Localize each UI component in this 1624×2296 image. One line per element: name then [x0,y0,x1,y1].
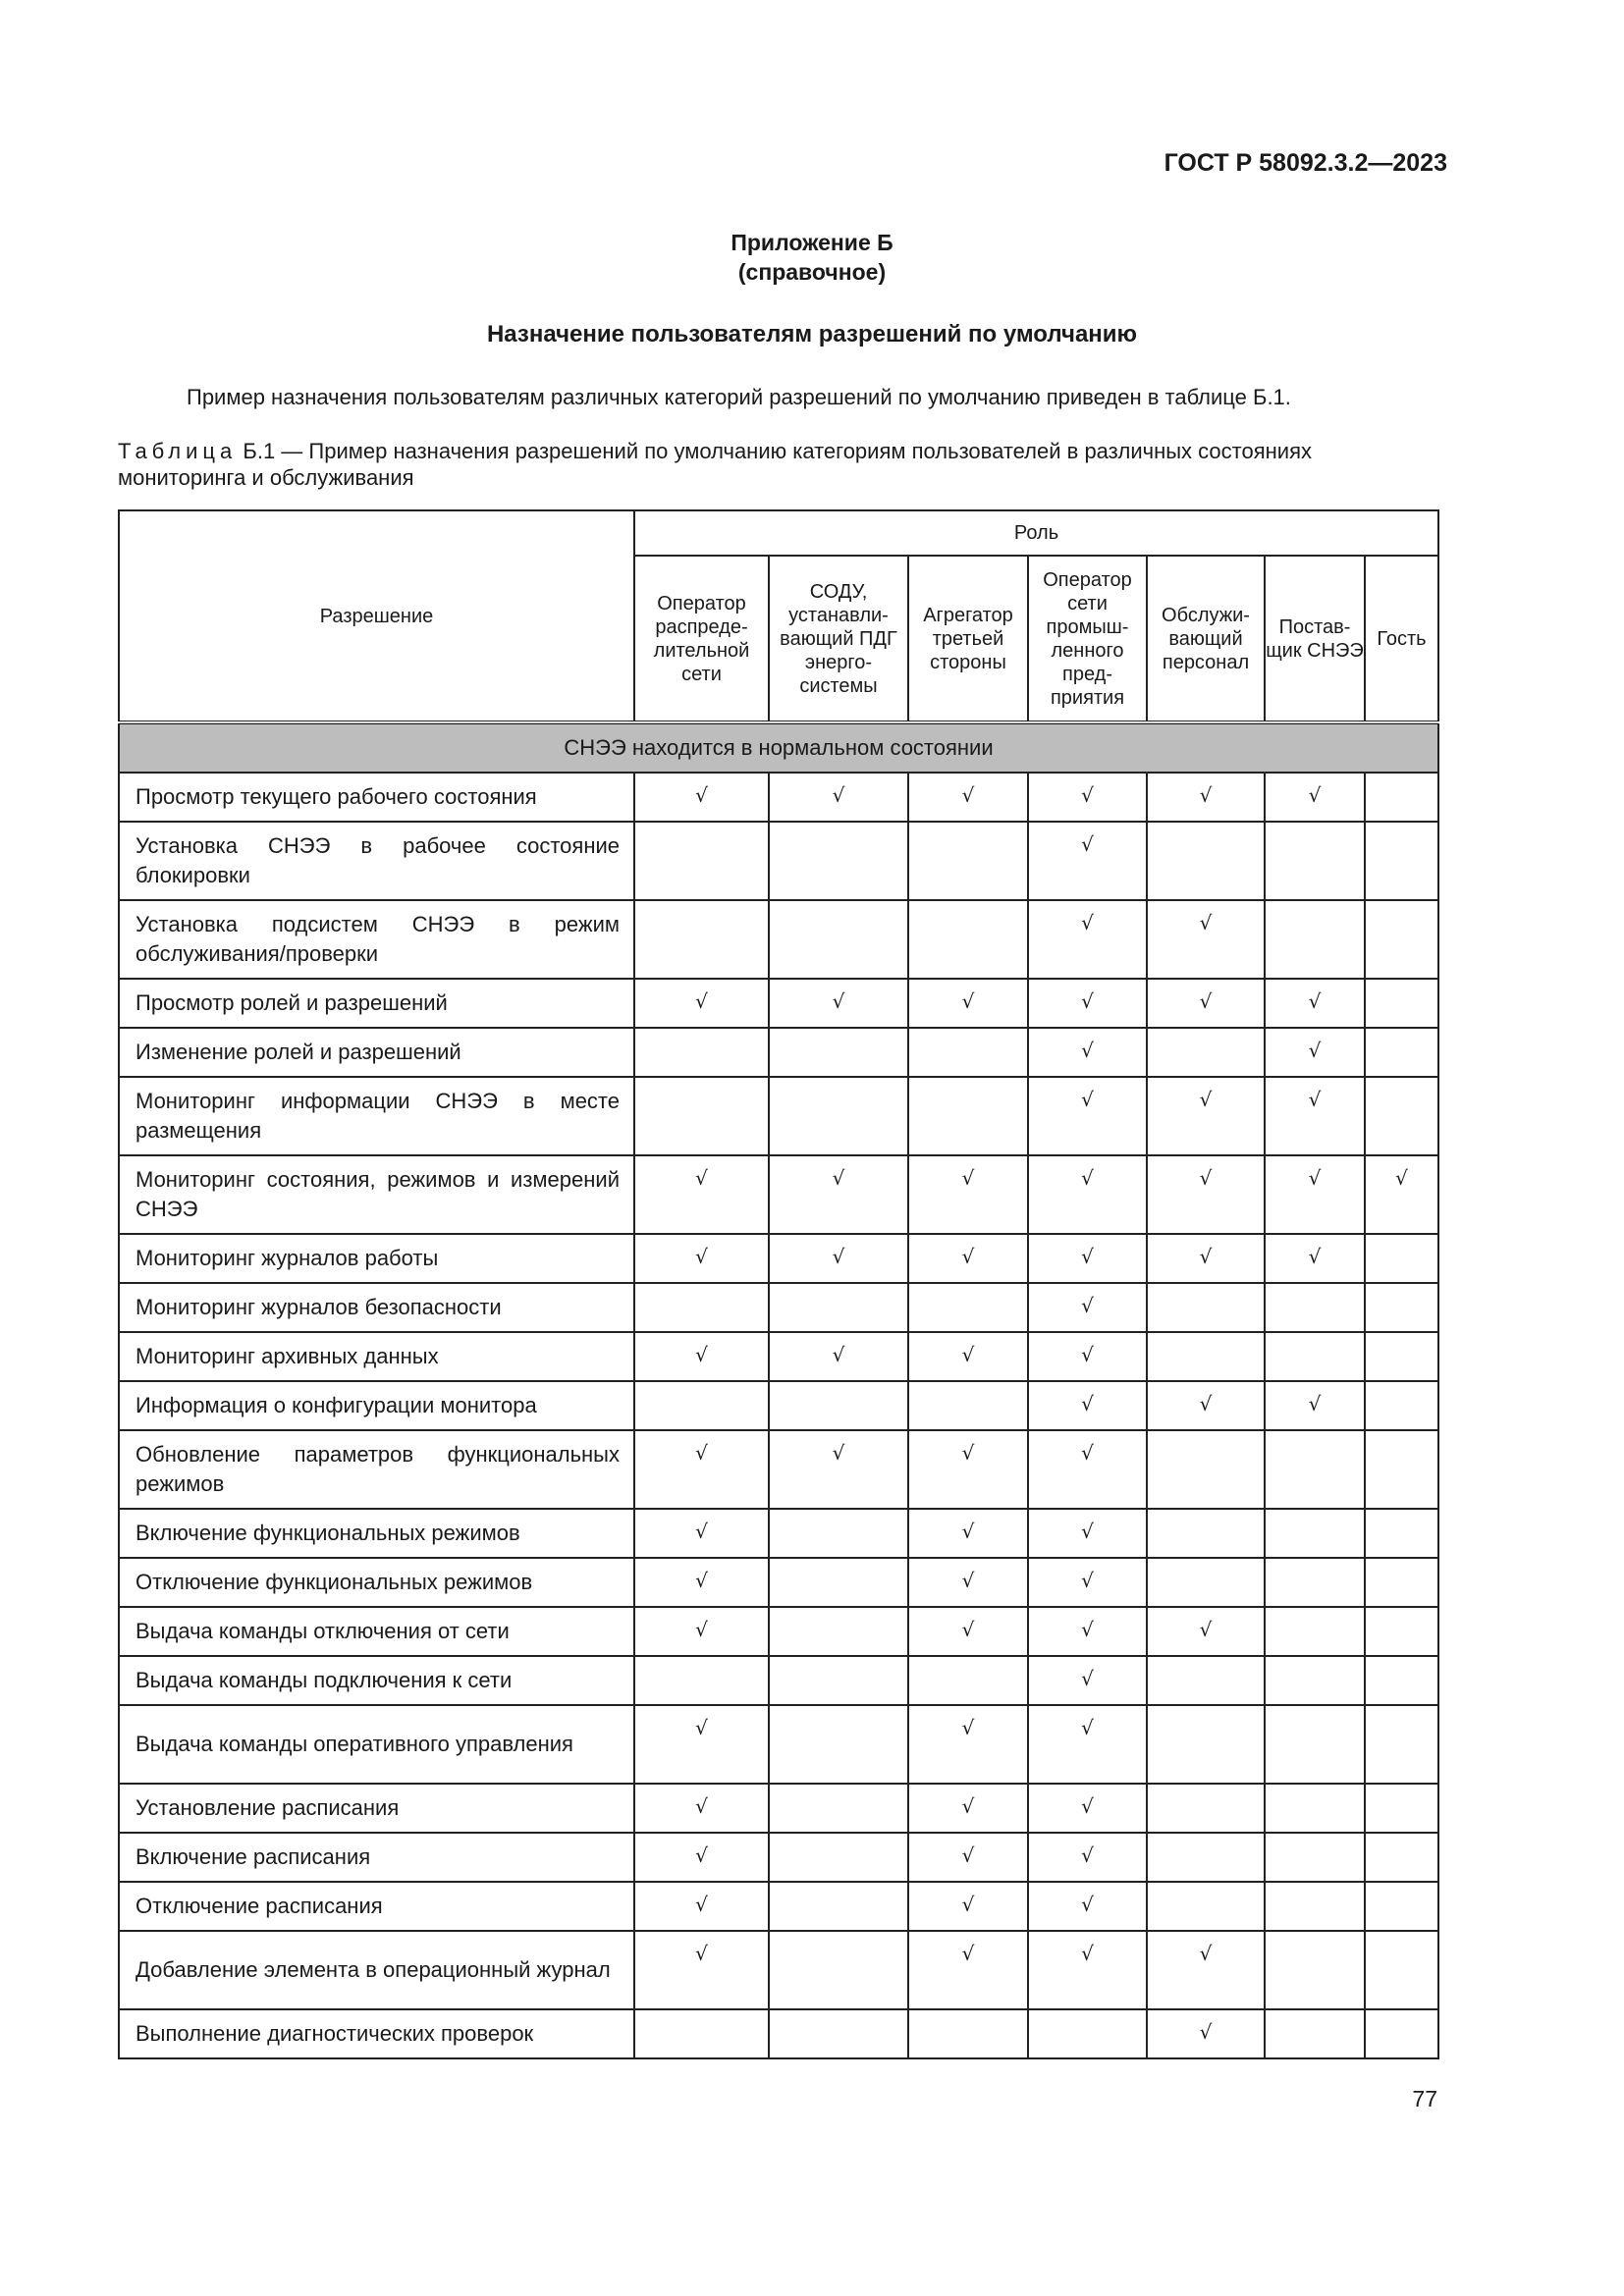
appendix-subtitle: (справочное) [737,259,887,285]
table-row [119,1931,1438,2009]
table-row [119,979,1438,1028]
check-mark-cell: √ [908,1234,1028,1283]
appendix-title [0,228,1624,287]
check-mark-cell: √ [1028,900,1147,979]
check-mark-cell: √ [1028,1833,1147,1882]
check-mark-cell [1265,1332,1365,1381]
check-mark-cell: √ [908,1332,1028,1381]
check-mark-cell [1147,1028,1265,1077]
check-mark-cell [1265,1607,1365,1656]
check-mark-cell [1365,1705,1438,1784]
check-mark-cell [1147,822,1265,900]
check-mark-cell: √ [1147,1381,1265,1430]
check-mark-cell: √ [908,1558,1028,1607]
check-mark-cell: √ [1265,1028,1365,1077]
check-mark-cell [1265,900,1365,979]
check-mark-cell [1365,1833,1438,1882]
check-mark-cell: √ [1265,773,1365,822]
check-mark-cell [769,1833,908,1882]
check-mark-cell [1265,1656,1365,1705]
check-mark-cell: √ [1028,822,1147,900]
check-mark-cell [769,1931,908,2009]
check-mark-cell: √ [769,1332,908,1381]
role-column-header: Агрегатор третьей стороны [908,556,1028,722]
check-mark-cell [1147,1705,1265,1784]
check-mark-cell: √ [1265,979,1365,1028]
check-mark-cell [1365,1283,1438,1332]
table-row [119,1381,1438,1430]
check-mark-cell [634,2009,769,2058]
check-mark-cell: √ [1028,1607,1147,1656]
check-mark-cell: √ [634,1784,769,1833]
check-mark-cell: √ [1147,979,1265,1028]
check-mark-cell [908,2009,1028,2058]
check-mark-cell: √ [634,1430,769,1509]
check-mark-cell [1365,1882,1438,1931]
check-mark-cell [1365,1656,1438,1705]
check-mark-cell: √ [1147,1607,1265,1656]
check-mark-cell [1147,1332,1265,1381]
check-mark-cell [1028,2009,1147,2058]
check-mark-cell: √ [1028,1558,1147,1607]
check-mark-cell [1365,2009,1438,2058]
permission-label: Включение расписания [119,1833,634,1882]
check-mark-cell [1365,1381,1438,1430]
check-mark-cell: √ [1028,1882,1147,1931]
check-mark-cell: √ [1028,1028,1147,1077]
check-mark-cell [634,1077,769,1155]
check-mark-cell: √ [634,1558,769,1607]
check-mark-cell: √ [1028,1931,1147,2009]
check-mark-cell [1147,1558,1265,1607]
table-row [119,1155,1438,1234]
check-mark-cell: √ [1028,1430,1147,1509]
table-row [119,2009,1438,2058]
permission-label: Установление расписания [119,1784,634,1833]
permission-label: Обновление параметров функциональных режимов [119,1430,634,1509]
table-row [119,1430,1438,1509]
check-mark-cell [1365,1430,1438,1509]
check-mark-cell [908,1283,1028,1332]
role-column-header: Гость [1365,556,1438,722]
check-mark-cell: √ [908,773,1028,822]
check-mark-cell: √ [1265,1234,1365,1283]
check-mark-cell: √ [1147,2009,1265,2058]
section-heading: Назначение пользователям разрешений по умолчанию [486,321,1138,347]
check-mark-cell [1265,1283,1365,1332]
table-row [119,773,1438,822]
check-mark-cell [1365,1931,1438,2009]
check-mark-cell: √ [908,1784,1028,1833]
caption-prefix: Таблица [118,439,238,463]
check-mark-cell: √ [769,1234,908,1283]
check-mark-cell [1265,1882,1365,1931]
check-mark-cell [1147,1882,1265,1931]
permission-label: Выполнение диагностических проверок [119,2009,634,2058]
check-mark-cell: √ [1147,1931,1265,2009]
check-mark-cell: √ [1028,1381,1147,1430]
check-mark-cell: √ [1365,1155,1438,1234]
check-mark-cell [908,1381,1028,1430]
check-mark-cell [1365,1077,1438,1155]
check-mark-cell: √ [634,1931,769,2009]
check-mark-cell [1265,822,1365,900]
check-mark-cell [634,1381,769,1430]
check-mark-cell [634,1283,769,1332]
check-mark-cell [634,900,769,979]
permission-label: Просмотр ролей и разрешений [119,979,634,1028]
check-mark-cell [1265,1430,1365,1509]
permission-label: Просмотр текущего рабочего состояния [119,773,634,822]
check-mark-cell: √ [1028,1784,1147,1833]
page-number: 77 [1412,2086,1437,2111]
check-mark-cell [908,1656,1028,1705]
table-row [119,1077,1438,1155]
role-column-header: СОДУ, устанавли-вающий ПДГ энерго-системы [769,556,908,722]
table-row [119,900,1438,979]
table-caption [118,438,1437,491]
check-mark-cell [634,1656,769,1705]
check-mark-cell: √ [634,1234,769,1283]
permission-label: Мониторинг состояния, режимов и измерений СНЭЭ [119,1155,634,1234]
table-row [119,1833,1438,1882]
table-row [119,1882,1438,1931]
document-code: ГОСТ Р 58092.3.2—2023 [1164,149,1447,177]
check-mark-cell [1265,1784,1365,1833]
check-mark-cell: √ [1028,773,1147,822]
permission-label: Включение функциональных режимов [119,1509,634,1558]
table-row [119,1332,1438,1381]
check-mark-cell: √ [1028,979,1147,1028]
role-column-header: Постав-щик СНЭЭ [1265,556,1365,722]
check-mark-cell: √ [908,979,1028,1028]
check-mark-cell [1365,900,1438,979]
caption-text: Б.1 — Пример назначения разрешений по умолчанию категориям пользователей в различных состояниях мониторинга и обслуживания [118,439,1312,490]
check-mark-cell [1147,1656,1265,1705]
check-mark-cell [1365,1332,1438,1381]
permission-label: Выдача команды отключения от сети [119,1607,634,1656]
table-row [119,1509,1438,1558]
check-mark-cell: √ [908,1705,1028,1784]
check-mark-cell [1147,1833,1265,1882]
check-mark-cell: √ [1028,1705,1147,1784]
section-row: СНЭЭ находится в нормальном состоянии [119,722,1438,773]
check-mark-cell [769,1882,908,1931]
check-mark-cell [769,1705,908,1784]
check-mark-cell [1265,1509,1365,1558]
permission-label: Установка СНЭЭ в рабочее состояние блокировки [119,822,634,900]
check-mark-cell [908,900,1028,979]
check-mark-cell [1365,773,1438,822]
check-mark-cell: √ [769,979,908,1028]
check-mark-cell [1365,1028,1438,1077]
check-mark-cell: √ [634,1607,769,1656]
role-column-header: Оператор сети промыш-ленного пред-приятия [1028,556,1147,722]
check-mark-cell [1147,1283,1265,1332]
check-mark-cell [1365,822,1438,900]
permission-label: Изменение ролей и разрешений [119,1028,634,1077]
check-mark-cell [908,822,1028,900]
check-mark-cell: √ [634,1833,769,1882]
check-mark-cell: √ [1147,1155,1265,1234]
check-mark-cell [1265,1558,1365,1607]
table-row [119,1028,1438,1077]
check-mark-cell: √ [1028,1509,1147,1558]
check-mark-cell: √ [908,1931,1028,2009]
check-mark-cell: √ [634,1509,769,1558]
check-mark-cell: √ [634,1332,769,1381]
intro-paragraph: Пример назначения пользователям различных категорий разрешений по умолчанию приведен в таблице Б.1. [187,385,1291,409]
table-row [119,1656,1438,1705]
check-mark-cell [1365,1607,1438,1656]
table-row [119,822,1438,900]
table-row [119,1607,1438,1656]
permissions-table [118,509,1439,2059]
check-mark-cell [769,1077,908,1155]
check-mark-cell: √ [1028,1332,1147,1381]
check-mark-cell: √ [634,979,769,1028]
check-mark-cell [769,1509,908,1558]
check-mark-cell: √ [769,1155,908,1234]
check-mark-cell [1265,2009,1365,2058]
check-mark-cell: √ [769,1430,908,1509]
check-mark-cell [1265,1931,1365,2009]
permission-label: Мониторинг архивных данных [119,1332,634,1381]
permission-label: Установка подсистем СНЭЭ в режим обслуживания/проверки [119,900,634,979]
check-mark-cell: √ [1028,1283,1147,1332]
check-mark-cell [1147,1784,1265,1833]
check-mark-cell [769,1381,908,1430]
check-mark-cell [769,1607,908,1656]
check-mark-cell [1365,1234,1438,1283]
check-mark-cell: √ [1265,1381,1365,1430]
permission-label: Отключение функциональных режимов [119,1558,634,1607]
check-mark-cell: √ [1147,1077,1265,1155]
check-mark-cell: √ [1147,900,1265,979]
check-mark-cell: √ [908,1607,1028,1656]
check-mark-cell [769,1283,908,1332]
table-row [119,1705,1438,1784]
permission-label: Мониторинг журналов безопасности [119,1283,634,1332]
check-mark-cell [634,822,769,900]
permission-label: Информация о конфигурации монитора [119,1381,634,1430]
permission-label: Мониторинг журналов работы [119,1234,634,1283]
appendix-label: Приложение Б [731,230,893,255]
check-mark-cell: √ [1028,1155,1147,1234]
check-mark-cell: √ [1028,1077,1147,1155]
table-row [119,1234,1438,1283]
check-mark-cell [1265,1705,1365,1784]
table-row [119,1558,1438,1607]
check-mark-cell [1365,979,1438,1028]
check-mark-cell: √ [1265,1155,1365,1234]
check-mark-cell: √ [1028,1234,1147,1283]
check-mark-cell: √ [1147,773,1265,822]
check-mark-cell: √ [908,1833,1028,1882]
role-column-header: Оператор распреде-лительной сети [634,556,769,722]
check-mark-cell: √ [769,773,908,822]
check-mark-cell [769,1558,908,1607]
check-mark-cell [769,1028,908,1077]
check-mark-cell: √ [1147,1234,1265,1283]
table-row [119,1784,1438,1833]
check-mark-cell [769,1656,908,1705]
role-header: Роль [634,510,1438,556]
check-mark-cell [908,1077,1028,1155]
check-mark-cell [1147,1430,1265,1509]
check-mark-cell [1265,1833,1365,1882]
permission-label: Выдача команды оперативного управления [119,1705,634,1784]
check-mark-cell [1365,1784,1438,1833]
role-column-header: Обслужи-вающий персонал [1147,556,1265,722]
check-mark-cell [1365,1509,1438,1558]
check-mark-cell [908,1028,1028,1077]
check-mark-cell [769,822,908,900]
check-mark-cell: √ [1265,1077,1365,1155]
check-mark-cell: √ [634,1882,769,1931]
permission-label: Отключение расписания [119,1882,634,1931]
check-mark-cell: √ [634,1155,769,1234]
check-mark-cell: √ [634,773,769,822]
table-row [119,1283,1438,1332]
permission-label: Добавление элемента в операционный журнал [119,1931,634,2009]
check-mark-cell: √ [908,1509,1028,1558]
check-mark-cell [1147,1509,1265,1558]
check-mark-cell [1365,1558,1438,1607]
check-mark-cell: √ [1028,1656,1147,1705]
check-mark-cell [769,2009,908,2058]
permission-label: Выдача команды подключения к сети [119,1656,634,1705]
permission-label: Мониторинг информации СНЭЭ в месте размещения [119,1077,634,1155]
check-mark-cell [634,1028,769,1077]
check-mark-cell [769,1784,908,1833]
check-mark-cell: √ [634,1705,769,1784]
check-mark-cell [769,900,908,979]
check-mark-cell: √ [908,1430,1028,1509]
check-mark-cell: √ [908,1882,1028,1931]
permission-header: Разрешение [119,510,634,722]
check-mark-cell: √ [908,1155,1028,1234]
